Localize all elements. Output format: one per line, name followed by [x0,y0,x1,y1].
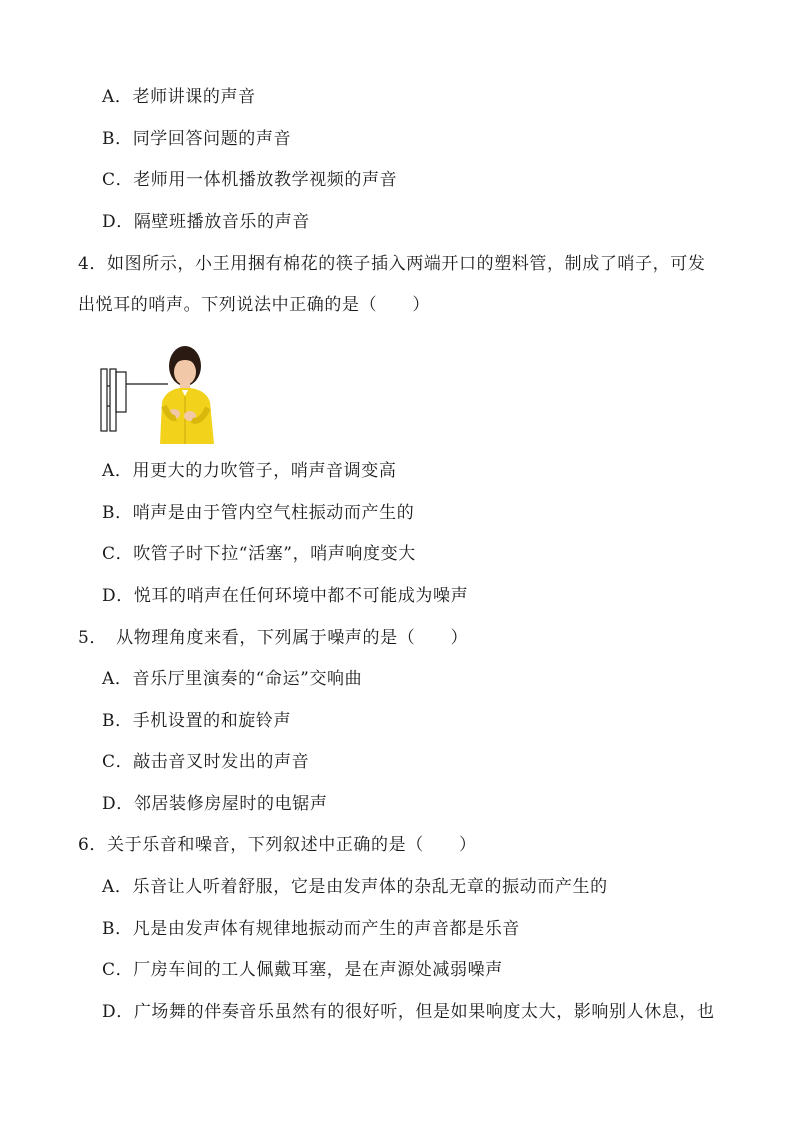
tube-diagram [101,369,168,431]
q4-option-a: A．用更大的力吹管子，哨声音调变高 [102,461,397,481]
q4-stem-line2: 出悦耳的哨声。下列说法中正确的是（ ） [78,295,430,315]
q4-option-d: D．悦耳的哨声在任何环境中都不可能成为噪声 [102,586,469,606]
q5-option-d: D．邻居装修房屋时的电锯声 [102,794,328,814]
whistle-illustration [100,334,220,444]
q5-stem: 5． 从物理角度来看，下列属于噪声的是（ ） [78,628,469,648]
q3-option-c: C．老师用一体机播放教学视频的声音 [102,170,398,190]
q5-option-c: C．敲击音叉时发出的声音 [102,752,310,772]
q3-option-b: B．同学回答问题的声音 [102,129,292,149]
q3-option-d: D．隔壁班播放音乐的声音 [102,212,310,232]
girl-figure [160,346,214,444]
q4-option-b: B．哨声是由于管内空气柱振动而产生的 [102,503,415,523]
q6-option-c: C．厂房车间的工人佩戴耳塞，是在声源处减弱噪声 [102,960,503,980]
q6-option-d: D．广场舞的伴奏音乐虽然有的很好听，但是如果响度太大，影响别人休息，也 [102,1002,715,1022]
q6-option-a: A．乐音让人听着舒服，它是由发声体的杂乱无章的振动而产生的 [102,877,608,897]
q4-stem-line1: 4．如图所示，小王用捆有棉花的筷子插入两端开口的塑料管，制成了哨子，可发 [78,254,706,274]
q3-option-a: A．老师讲课的声音 [102,87,256,107]
q6-stem: 6．关于乐音和噪音，下列叙述中正确的是（ ） [78,835,477,855]
q6-option-b: B．凡是由发声体有规律地振动而产生的声音都是乐音 [102,919,520,939]
q5-option-a: A．音乐厅里演奏的“命运”交响曲 [102,669,363,689]
q4-whistle-figure [100,334,220,444]
q4-option-c: C．吹管子时下拉“活塞”，哨声响度变大 [102,544,416,564]
q5-option-b: B．手机设置的和旋铃声 [102,711,292,731]
